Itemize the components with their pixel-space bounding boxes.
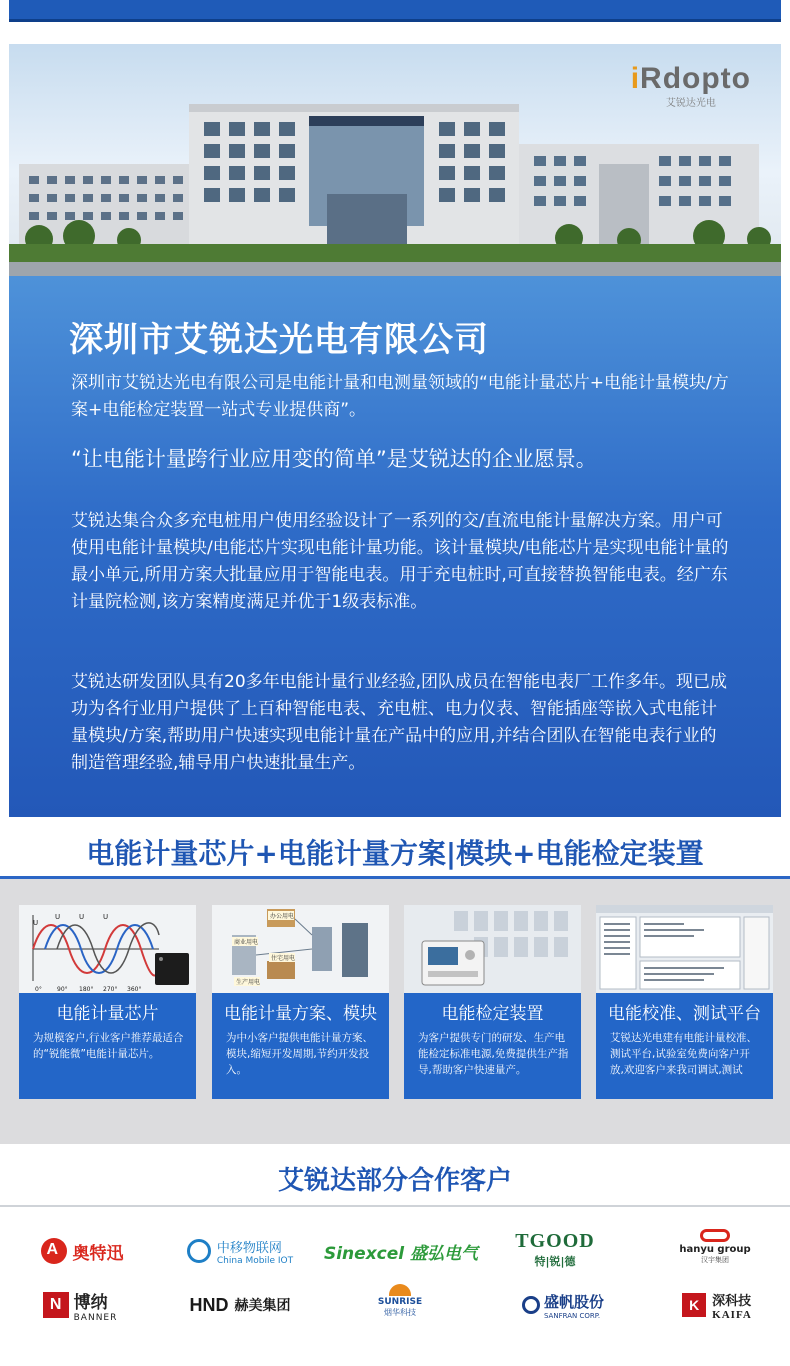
product-description: 艾锐达光电建有电能计量校准、测试平台,试验室免费向客户开放,欢迎客户来我司调试,测试 [610, 1032, 757, 1076]
partner-subname: 特|锐|德 [534, 1254, 576, 1268]
partner-subname: KAIFA [712, 1308, 752, 1321]
hanyu-icon [700, 1229, 730, 1242]
waveform-diagram [19, 905, 196, 993]
software-screenshot [596, 905, 773, 993]
scheme-label-office: 办公用电 [270, 913, 295, 920]
logo-wordmark: iRdopto [630, 62, 751, 95]
tick-label-3: 270° [103, 986, 118, 993]
company-name-heading: 深圳市艾锐达光电有限公司 [69, 320, 489, 360]
banner-icon: N [43, 1292, 69, 1318]
partner-subname: BANNER [73, 1312, 118, 1323]
partner-logo-sinexcel [323, 1233, 479, 1269]
partner-name: 深科技 [712, 1293, 752, 1309]
intro-paragraph-4: 艾锐达研发团队具有20多年电能计量行业经验,团队成员在智能电表厂工作多年。现已成功为各行业用户提供了上百种智能电表、充电桩、电力仪表、智能插座等嵌入式电能计量模块/方案,帮助用户快速实现电能计量在产品中的应用,并结合团队在智能电表行业的制造管理经验,辅导用户快速批量生产。 [71, 672, 728, 773]
partner-logo-sanfran [508, 1287, 618, 1323]
partner-name: 中移物联网 [216, 1240, 282, 1256]
test-bench-icon [404, 905, 581, 993]
partner-logo-banner [30, 1287, 130, 1323]
product-description: 为中小客户提供电能计量方案、模块,缩短开发周期,节约开发投入。 [226, 1032, 373, 1076]
sunrise-icon [389, 1284, 411, 1296]
meter-scheme-diagram [212, 905, 389, 993]
products-section-title: 电能计量芯片+电能计量方案|模块+电能检定装置 [86, 837, 704, 870]
partners-grid [0, 1205, 790, 1366]
partner-name: 盛帆股份 [543, 1292, 604, 1311]
partner-subname: 烟华科技 [384, 1308, 416, 1317]
tick-label-1: 90° [57, 986, 68, 993]
partner-name: SUNRISE [377, 1297, 423, 1307]
aotexun-icon: A [41, 1238, 67, 1264]
product-card-calibration[interactable] [596, 905, 773, 1099]
scheme-label-residential: 住宅用电 [271, 955, 296, 962]
partner-name: 赫美集团 [234, 1298, 291, 1314]
product-card-chip[interactable] [19, 905, 196, 1099]
partner-name: TGOOD [515, 1229, 595, 1252]
product-title: 电能计量方案、模块 [224, 1004, 377, 1024]
scheme-label-commercial: 商业用电 [234, 939, 259, 946]
partner-logo-tgood [500, 1231, 610, 1267]
partner-subname: 汉宇集团 [701, 1256, 729, 1264]
product-card-test-device[interactable] [404, 905, 581, 1099]
scheme-label-production: 生产用电 [236, 979, 261, 986]
hemei-mark: HND [189, 1294, 229, 1315]
waveform-chip-icon [19, 905, 196, 993]
partner-logo-aotexun [22, 1233, 142, 1269]
partner-name: hanyu group [679, 1244, 751, 1255]
hero-building-photo [9, 44, 781, 276]
top-bar [9, 0, 781, 22]
partner-logo-hemei [180, 1287, 300, 1323]
brand-logo [631, 62, 751, 109]
product-title: 电能检定装置 [441, 1004, 544, 1024]
product-description: 为规模客户,行业客户推荐最适合的“锐能微”电能计量芯片。 [33, 1032, 184, 1060]
intro-paragraph-1: 深圳市艾锐达光电有限公司是电能计量和电测量领域的“电能计量芯片+电能计量模块/方案+电能检定装置一站式专业提供商”。 [71, 373, 729, 420]
intro-paragraph-3: 艾锐达集合众多充电桩用户使用经验设计了一系列的交/直流电能计量解决方案。用户可使用电能计量模块/电能芯片实现电能计量功能。该计量模块/电能芯片是实现电能计量的最小单元,所用方案大批量应用于智能电表。用于充电桩时,可直接替换智能电表。经广东计量院检测,该方案精度满足并优于1级表标准。 [71, 511, 729, 612]
partner-name: Sinexcel 盛弘电气 [323, 1243, 479, 1264]
sanfran-icon [522, 1296, 540, 1314]
china-mobile-icon [187, 1239, 211, 1263]
product-title: 电能校准、测试平台 [608, 1004, 761, 1024]
meter-scheme-icon [212, 905, 389, 993]
partner-logo-china-mobile-iot [180, 1233, 300, 1269]
tick-label-2: 180° [79, 986, 94, 993]
logo-subtitle: 艾锐达光电 [665, 98, 716, 109]
axis-label-1: U [55, 913, 61, 921]
products-panel [0, 876, 790, 1144]
product-card-module[interactable] [212, 905, 389, 1099]
test-bench-diagram [404, 905, 581, 993]
partner-name: 博纳 [73, 1292, 108, 1313]
partner-subname: China Mobile IOT [216, 1255, 294, 1266]
partner-logo-sunrise [355, 1283, 445, 1319]
tick-label-4: 360° [127, 986, 142, 993]
partner-subname: SANFRAN CORP. [543, 1311, 601, 1320]
partner-logo-hanyu [670, 1229, 760, 1265]
kaifa-icon: K [682, 1293, 706, 1317]
axis-label-3: U [103, 913, 109, 921]
vision-statement: “让电能计量跨行业应用变的简单”是艾锐达的企业愿景。 [71, 447, 597, 471]
software-screen-icon [596, 905, 773, 993]
product-title: 电能计量芯片 [56, 1004, 159, 1024]
axis-label-0: U [33, 919, 39, 927]
product-description: 为客户提供专门的研发、生产电能检定标准电源,免费提供生产指导,帮助客户快速量产。 [418, 1032, 569, 1076]
axis-label-2: U [79, 913, 85, 921]
company-intro-panel [9, 276, 781, 817]
partner-name: 奥特迅 [72, 1243, 124, 1264]
partners-section-title: 艾锐达部分合作客户 [277, 1166, 512, 1196]
tick-label-0: 0° [35, 986, 42, 993]
partner-logo-kaifa [672, 1287, 762, 1323]
